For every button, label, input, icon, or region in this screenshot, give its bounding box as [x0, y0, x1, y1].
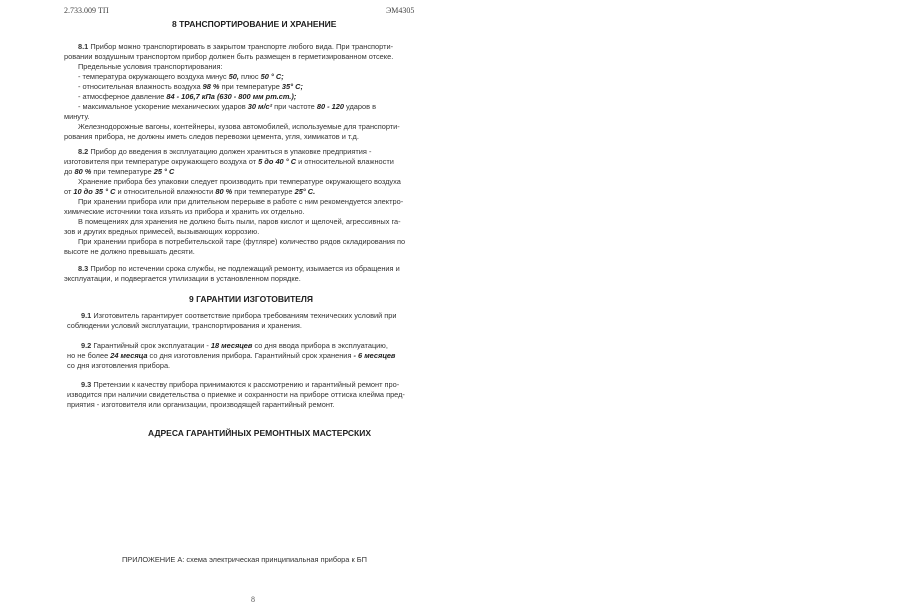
- section-9-title: 9 ГАРАНТИИ ИЗГОТОВИТЕЛЯ: [189, 294, 314, 304]
- page-number: 8: [251, 595, 255, 604]
- appendix-reference: [122, 555, 422, 565]
- text: Прибор можно транспортировать в закрытом транспорте любого вида. При транспорти-: [90, 42, 394, 51]
- line: ровании воздушным транспортом прибор должен быть размещен в герметизированном отсеке.: [64, 52, 394, 61]
- clause-number: 8.1: [78, 42, 89, 51]
- line: Железнодорожные вагоны, контейнеры, кузова автомобилей, используемые для транспорти-: [78, 122, 400, 131]
- line: со дня изготовления прибора.: [67, 361, 171, 370]
- line: - относительная влажность воздуха 98 % при температуре 35° С;: [78, 82, 303, 91]
- line: 9.1 Изготовитель гарантирует соответствие прибора требованиям технических условий при: [81, 311, 397, 320]
- line: - максимальное ускорение механических ударов 30 м/с² при частоте 80 - 120 ударов в: [78, 102, 377, 111]
- line: [64, 42, 436, 52]
- line: - атмосферное давление 84 - 106,7 кПа (630 - 800 мм рт.ст.);: [78, 92, 297, 101]
- line: 9.3 Претензии к качеству прибора принимаются к рассмотрению и гарантийный ремонт про-: [81, 380, 400, 389]
- line: эксплуатации, и подвергается утилизации в установленном порядке.: [64, 274, 301, 283]
- service-centers-title: АДРЕСА ГАРАНТИЙНЫХ РЕМОНТНЫХ МАСТЕРСКИХ: [148, 428, 372, 438]
- line: - температура окружающего воздуха минус 50, плюс 50 ° С;: [78, 72, 284, 81]
- paragraph-9-1: [67, 311, 439, 331]
- document-code-right: ЭМ4305: [386, 6, 415, 15]
- line: соблюдении условий эксплуатации, транспортирования и хранения.: [67, 321, 302, 330]
- line: 8.2 Прибор до введения в эксплуатацию должен храниться в упаковке предприятия -: [78, 147, 372, 156]
- line: изводится при наличии свидетельства о приемке и сохранности на приборе оттиска клейма пред-: [67, 390, 405, 399]
- line: ПРИЛОЖЕНИЕ А: схема электрическая принципиальная прибора к БП: [122, 555, 367, 564]
- line: от 10 до 35 ° С и относительной влажности 80 % при температуре 25° С.: [64, 187, 316, 196]
- paragraph-9-2: [67, 341, 439, 371]
- line: При хранении прибора в потребительской таре (футляре) количество рядов складирования по: [78, 237, 406, 246]
- line: 9.2 Гарантийный срок эксплуатации - 18 месяцев со дня ввода прибора в эксплуатацию,: [81, 341, 388, 350]
- line: изготовителя при температуре окружающего воздуха от 5 до 40 ° С и относительной влажности: [64, 157, 394, 166]
- paragraph-9-3: [67, 380, 439, 410]
- document-code: 2.733.009 ТП: [64, 6, 109, 15]
- line: высоте не должно превышать десяти.: [64, 247, 195, 256]
- section-8-title: 8 ТРАНСПОРТИРОВАНИЕ И ХРАНЕНИЕ: [172, 19, 337, 29]
- paragraph-8-2: [64, 147, 436, 257]
- line: При хранении прибора или при длительном перерыве в работе с ним рекомендуется электро-: [78, 197, 404, 206]
- line: рования прибора, не должны иметь следов перевозки цемента, угля, химикатов и т.д.: [64, 132, 359, 141]
- line: Предельные условия транспортирования:: [78, 62, 223, 71]
- paragraph-8-3: [64, 264, 436, 284]
- line: но не более 24 месяца со дня изготовления прибора. Гарантийный срок хранения - 6 месяцев: [67, 351, 396, 360]
- line: до 80 % при температуре 25 ° С: [64, 167, 175, 176]
- line: химические источники тока изъять из прибора и хранить их отдельно.: [64, 207, 305, 216]
- line: В помещениях для хранения не должно быть пыли, паров кислот и щелочей, агрессивных га-: [78, 217, 401, 226]
- line: приятия - изготовителя или организации, производящей гарантийный ремонт.: [67, 400, 335, 409]
- paragraph-8-1: [64, 42, 436, 142]
- line: 8.3 Прибор по истечении срока службы, не подлежащий ремонту, изымается из обращения и: [78, 264, 400, 273]
- line: минуту.: [64, 112, 90, 121]
- line: Хранение прибора без упаковки следует производить при температуре окружающего воздуха: [78, 177, 401, 186]
- line: зов и других вредных примесей, вызывающих коррозию.: [64, 227, 260, 236]
